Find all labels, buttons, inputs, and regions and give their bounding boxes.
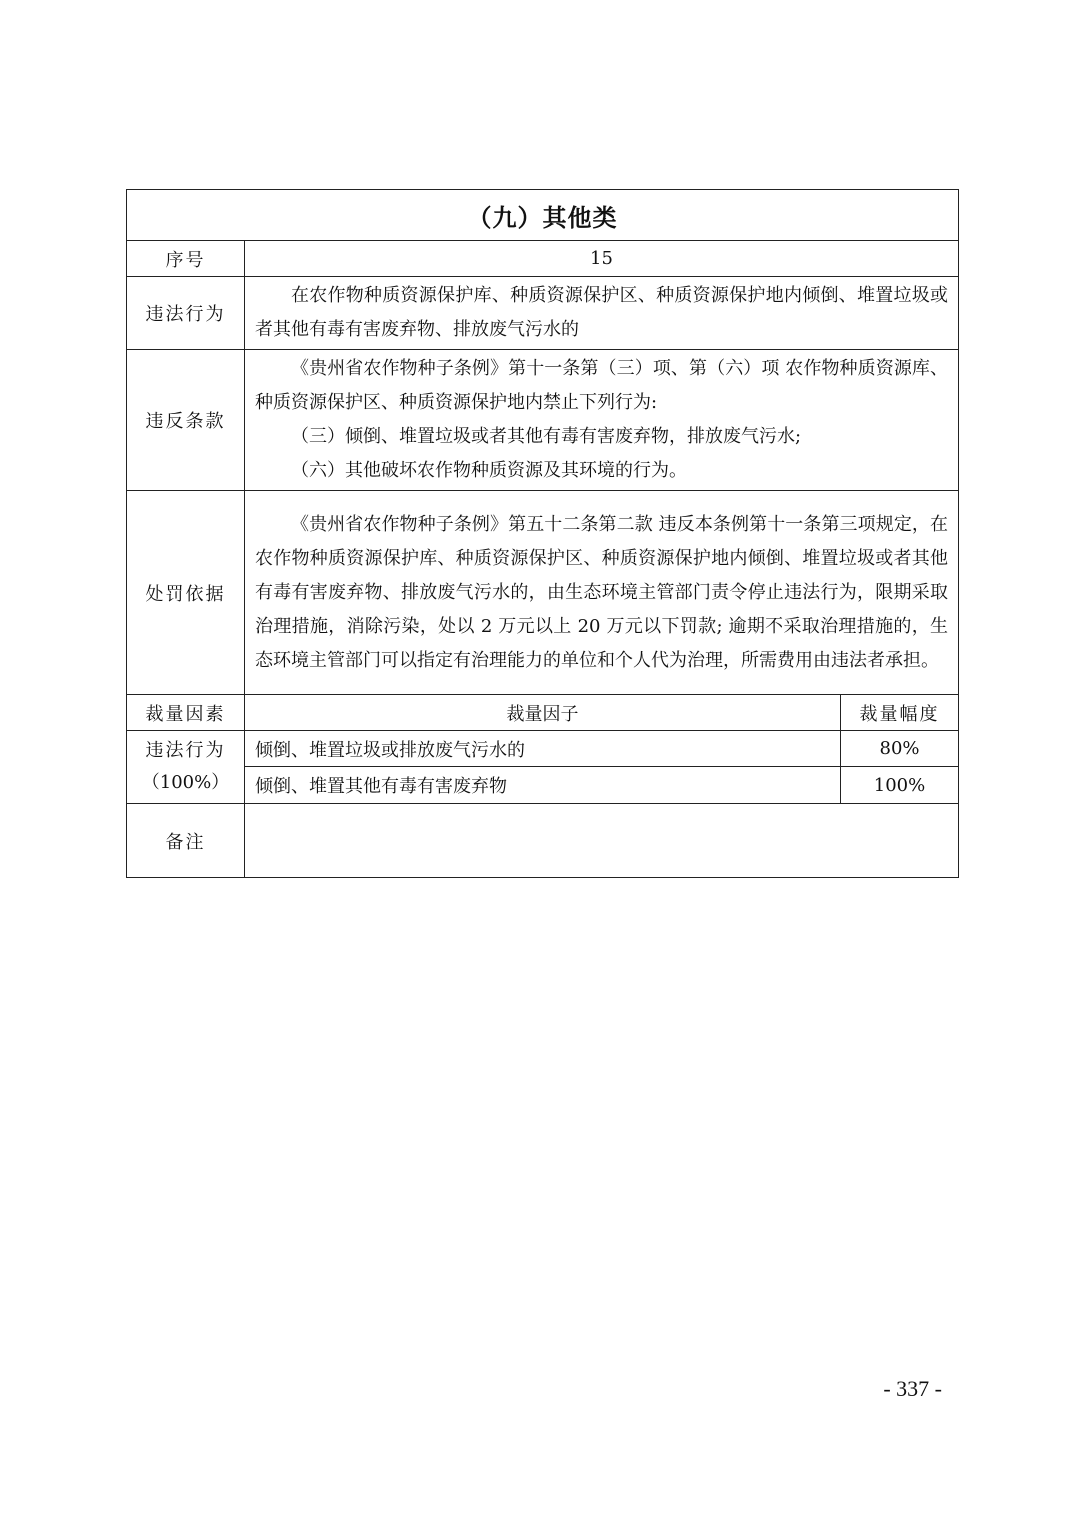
group-label-line: （100%）: [141, 772, 230, 793]
factor-cell: 倾倒、堆置垃圾或排放废气污水的: [245, 731, 841, 767]
clauses-row: [127, 350, 959, 491]
factor-cell: 倾倒、堆置其他有毒有害废弃物: [245, 767, 841, 804]
range-cell: 80%: [841, 731, 959, 767]
page-number: - 337 -: [883, 1376, 942, 1401]
group-label-line: 违法行为: [145, 740, 226, 761]
remarks-value: [245, 804, 959, 878]
penalty-basis-cell: [245, 491, 959, 695]
seq-label: 序号: [127, 241, 245, 277]
discretion-group-label: [127, 731, 245, 804]
table-title: （九）其他类: [127, 190, 959, 241]
penalty-basis-row: [127, 491, 959, 695]
clause-paragraph: （六）其他破坏农作物种质资源及其环境的行为。: [291, 460, 687, 481]
seq-value: 15: [245, 241, 959, 277]
remarks-row: [127, 804, 959, 878]
violation-text: 在农作物种质资源保护库、种质资源保护区、种质资源保护地内倾倒、堆置垃圾或者其他有毒有害废弃物、排放废气污水的: [255, 285, 949, 340]
table-row: [127, 731, 959, 767]
discretion-label: 裁量因素: [127, 695, 245, 731]
remarks-label: 备注: [127, 804, 245, 878]
discretion-header-row: [127, 695, 959, 731]
violation-cell: [245, 277, 959, 350]
range-cell: 100%: [841, 767, 959, 804]
factor-header: 裁量因子: [245, 695, 841, 731]
violation-row: [127, 277, 959, 350]
violation-label: 违法行为: [127, 277, 245, 350]
range-header: 裁量幅度: [841, 695, 959, 731]
title-row: [127, 190, 959, 241]
clauses-label: 违反条款: [127, 350, 245, 491]
clause-paragraph: 《贵州省农作物种子条例》第十一条第（三）项、第（六）项 农作物种质资源库、种质资源保护区、种质资源保护地内禁止下列行为:: [255, 358, 949, 413]
seq-row: [127, 241, 959, 277]
table-row: [127, 767, 959, 804]
penalty-table: [126, 189, 959, 878]
penalty-basis-text: 《贵州省农作物种子条例》第五十二条第二款 违反本条例第十一条第三项规定，在农作物种质资源保护库、种质资源保护区、种质资源保护地内倾倒、堆置垃圾或者其他有毒有害废弃物、排放废气污水的，由生态环境主管部门责令停止违法行为，限期采取治理措施，消除污染，处以 2 万元以上 20 万元以下罚款; 逾期不采取治理措施的，生态环境主管部门可以指定有治理能力的单位和个人代为治理，所需费用由违法者承担。: [255, 513, 949, 671]
clause-paragraph: （三）倾倒、堆置垃圾或者其他有毒有害废弃物，排放废气污水;: [291, 426, 802, 447]
clauses-cell: [245, 350, 959, 491]
penalty-basis-label: 处罚依据: [127, 491, 245, 695]
